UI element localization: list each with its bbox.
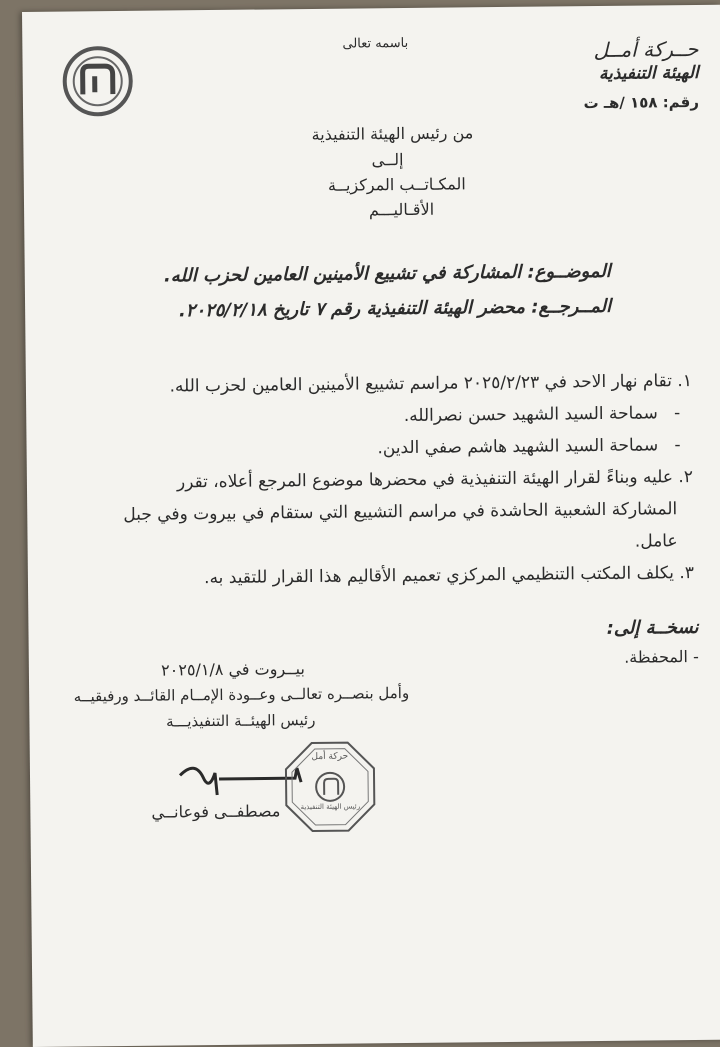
offices-line: المكـاتــب المركزيــة [327, 174, 466, 195]
list-item: ١. تقام نهار الاحد في ٢٠٢٥/٢/٢٣ مراسم تشييع الأمينين العامين لحزب الله. [169, 371, 693, 397]
body-list [92, 365, 694, 595]
signer-title: رئيس الهيئــة التنفيذيـــة [166, 710, 316, 731]
list-item: المشاركة الشعبية الحاشدة في مراسم التشييع التي ستقام في بيروت وفي جبل [123, 499, 678, 525]
official-stamp [282, 738, 379, 835]
org-name: حــركة أمــل [593, 36, 699, 63]
list-item: ٣. يكلف المكتب التنظيمي المركزي تعميم الأقاليم هذا القرار للتقيد به. [204, 562, 695, 589]
regions-line: الأقـاليـــم [368, 199, 435, 220]
list-item: عامل. [634, 531, 678, 552]
subject-text: المشاركة في تشييع الأمينين العامين لحزب الله. [163, 261, 522, 287]
signer-name: مصطفــى فوعانــي [151, 801, 281, 822]
closing-wish: وأمل بنصــره تعالــى وعــودة الإمــام القائــد ورفيقيــه [73, 683, 410, 706]
amal-logo-icon [62, 46, 133, 117]
reference-text: محضر الهيئة التنفيذية رقم ٧ تاريخ ٢٠٢٥/٢/١٨. [178, 296, 526, 322]
place-date: بيــروت في ٢٠٢٥/١/٨ [161, 659, 305, 680]
copy-item: - المحفظة. [624, 646, 699, 667]
to-line: إلــى [371, 150, 404, 170]
stamp-bottom-text: رئيس الهيئة التنفيذية [300, 802, 361, 812]
from-line: من رئيس الهيئة التنفيذية [311, 123, 474, 144]
copy-label: نسخــة إلى: [606, 616, 699, 639]
reference-label: المــرجــع: [531, 295, 612, 318]
subject-label: الموضــوع: [527, 260, 611, 283]
subject-line [141, 261, 611, 287]
org-sub: الهيئة التنفيذية [598, 62, 699, 84]
list-item: ٢. عليه وبناءً لقرار الهيئة التنفيذية في محضرها موضوع المرجع أعلاه، تقرر [176, 467, 694, 493]
reference-line [111, 296, 611, 322]
list-item: - سماحة السيد الشهيد هاشم صفي الدين. [377, 435, 681, 459]
document-page [22, 5, 720, 1047]
stamp-top-text: حركة أمل [311, 751, 349, 763]
basmala: باسمه تعالى [342, 35, 409, 52]
reference-number: رقم: ١٥٨ /هـ ت [583, 92, 700, 113]
list-item: - سماحة السيد الشهيد حسن نصرالله. [403, 403, 681, 427]
